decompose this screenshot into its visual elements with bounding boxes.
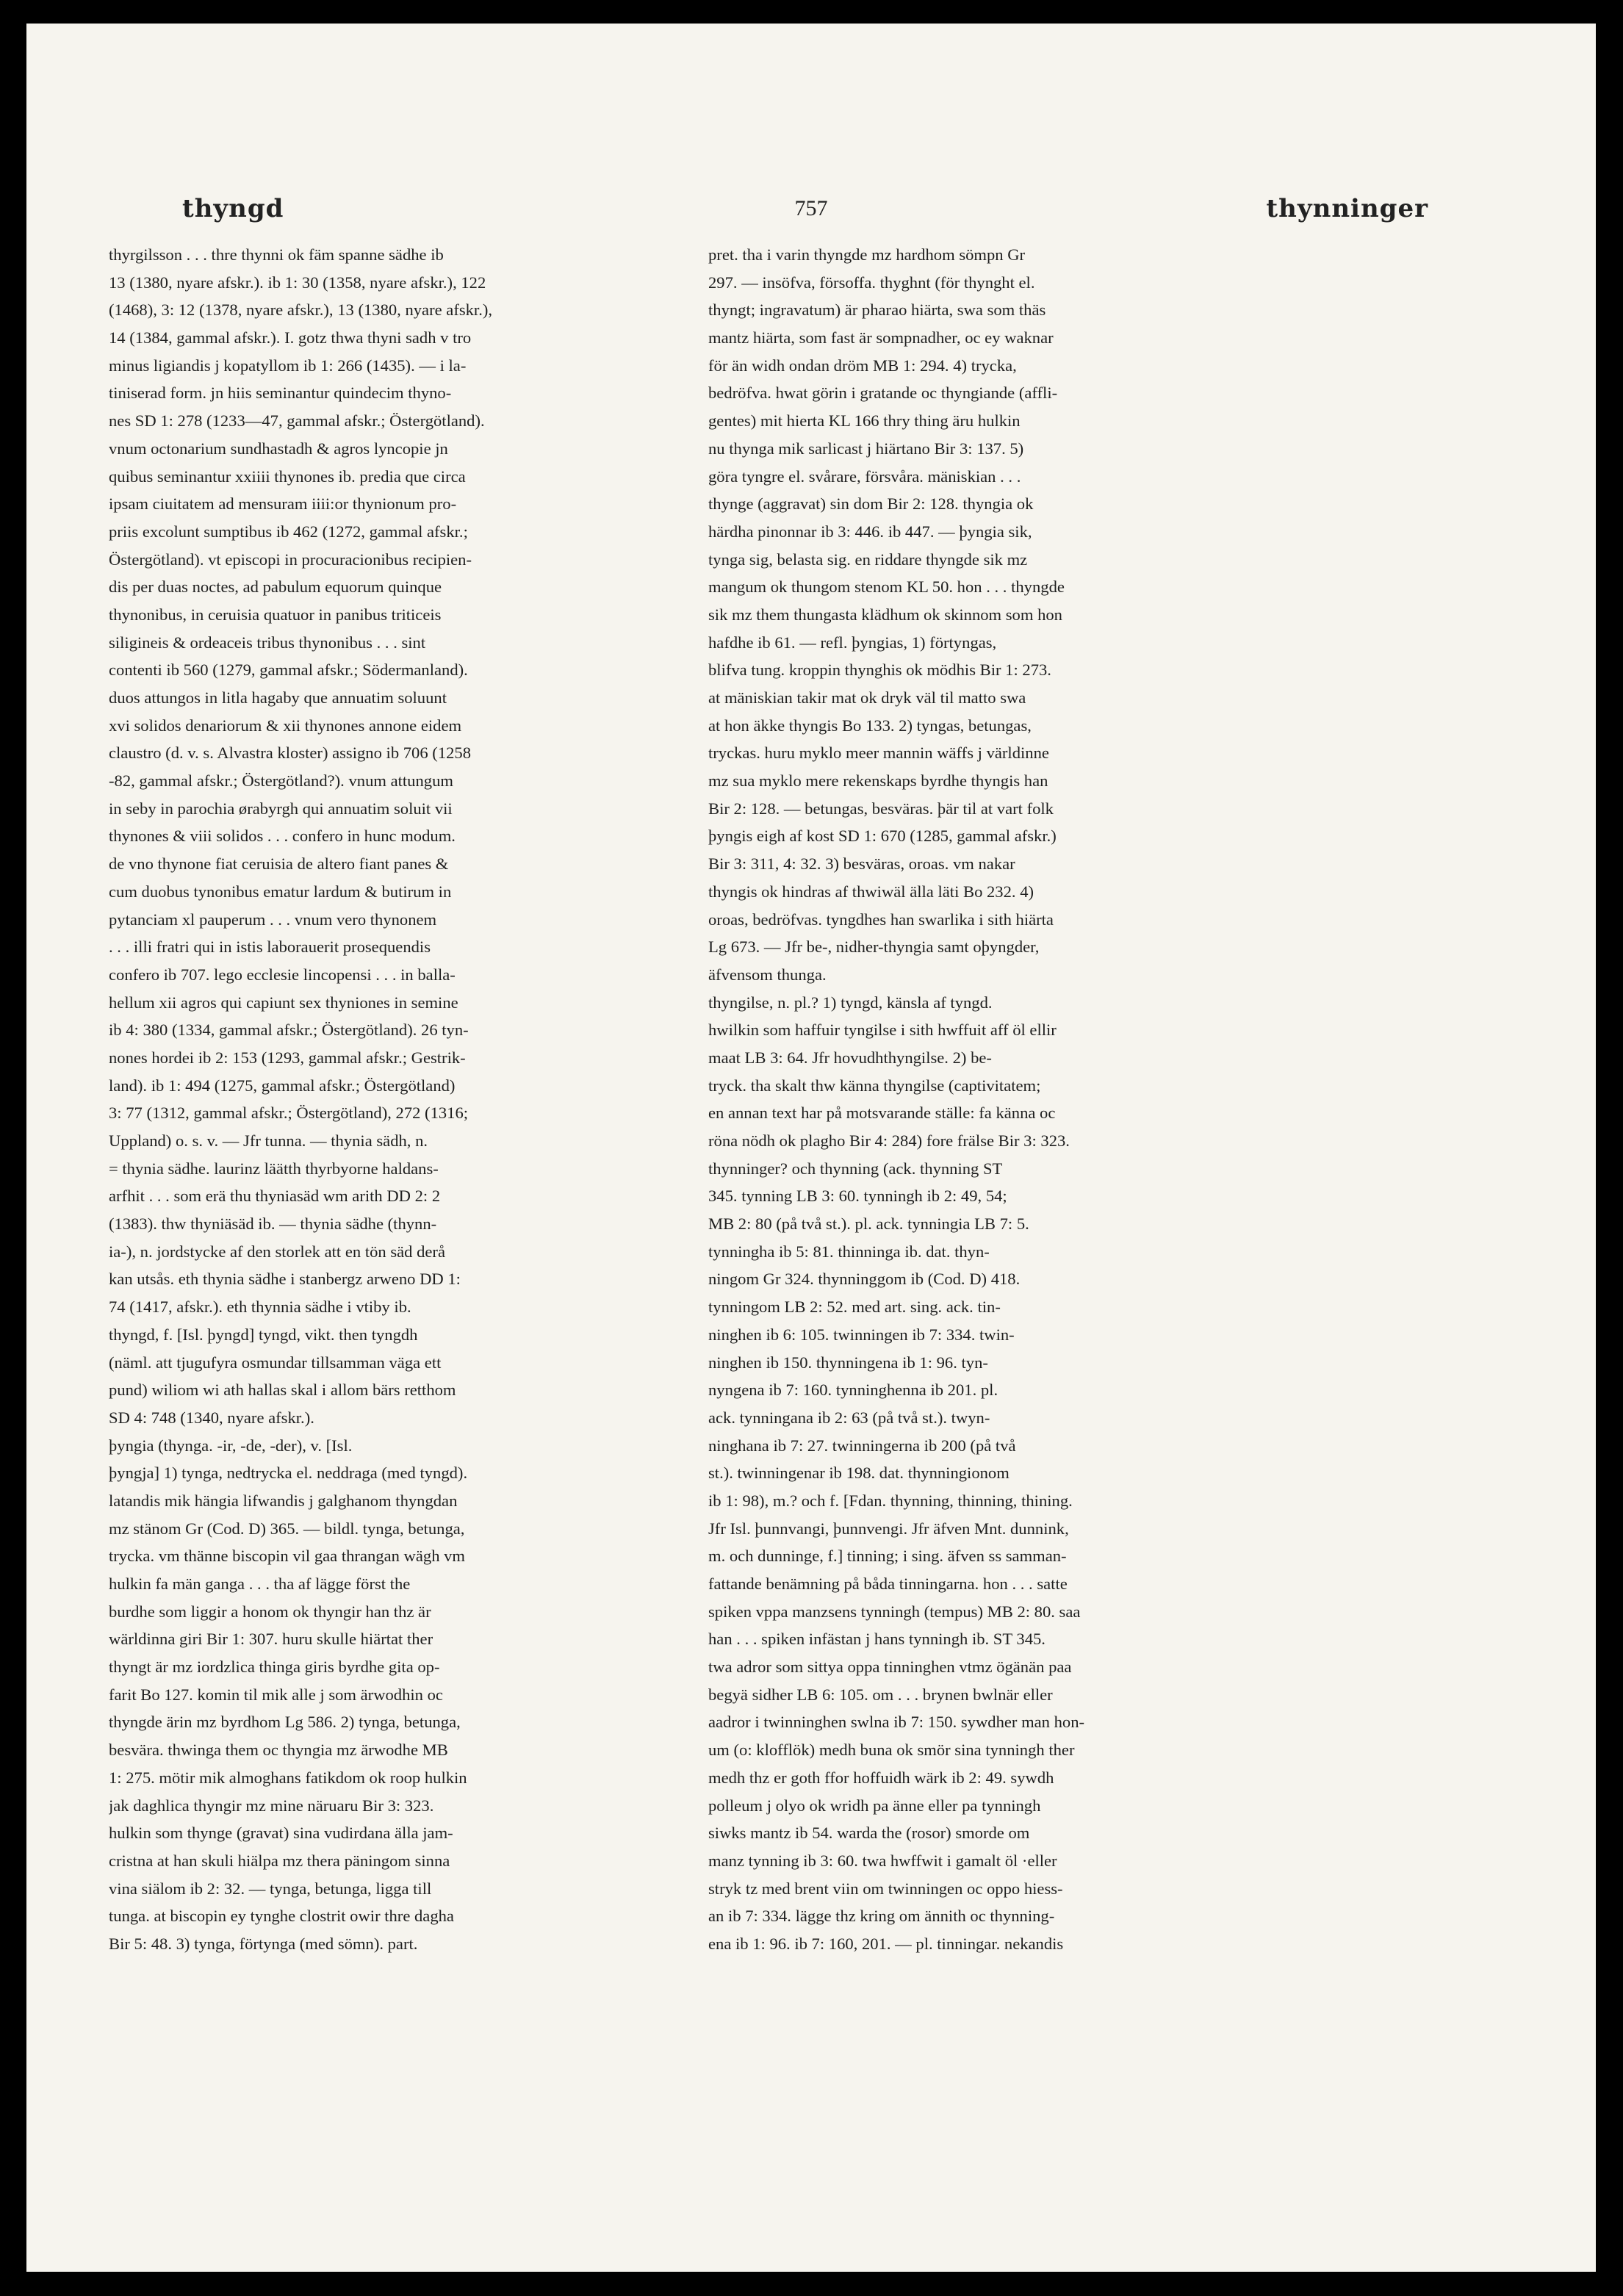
text-line: manz tynning ib 3: 60. twa hwffwit i gamalt öl ·eller	[708, 1851, 1057, 1870]
text-line: gentes) mit hierta KL 166 thry thing äru hulkin	[708, 411, 1021, 431]
text-line: þyngia (thynga. -ir, -de, -der), v. [Isl.	[109, 1436, 353, 1455]
text-line: m. och dunninge, f.] tinning; i sing. äfven ss samman-	[708, 1547, 1067, 1566]
text-line: st.). twinningenar ib 198. dat. thynningionom	[708, 1464, 1010, 1483]
text-line: land). ib 1: 494 (1275, gammal afskr.; Östergötland)	[109, 1076, 456, 1095]
text-line: han . . . spiken infästan j hans tynningh ib. ST 345.	[708, 1630, 1046, 1649]
text-line: tynga sig, belasta sig. en riddare thyngde sik mz	[708, 550, 1028, 569]
text-line: thyngd, f. [Isl. þyngd] tyngd, vikt. then tyngdh	[109, 1325, 418, 1344]
text-line: 297. — insöfva, försoffa. thyghnt (för thynght el.	[708, 273, 1035, 292]
text-line: fattande benämning på båda tinningarna. hon . . . satte	[708, 1575, 1068, 1593]
text-line: þyngja] 1) tynga, nedtrycka el. neddraga (med tyngd).	[109, 1464, 468, 1483]
text-line: thynonibus, in ceruisia quatuor in panibus triticeis	[109, 605, 442, 624]
text-line: polleum j olyo ok wridh pa änne eller pa tynningh	[708, 1796, 1041, 1815]
text-line: claustro (d. v. s. Alvastra kloster) assigno ib 706 (1258	[109, 744, 472, 763]
text-line: nyngena ib 7: 160. tynninghenna ib 201. pl.	[708, 1381, 998, 1400]
text-line: xvi solidos denariorum & xii thynones annone eidem	[109, 716, 462, 735]
text-line: vnum octonarium sundhastadh & agros lyncopie jn	[109, 439, 448, 458]
page-number: 757	[794, 196, 828, 220]
text-line: mangum ok thungom stenom KL 50. hon . . . thyngde	[708, 577, 1065, 597]
text-line: blifva tung. kroppin thynghis ok mödhis Bir 1: 273.	[708, 661, 1051, 680]
text-line: tiniserad form. jn hiis seminantur quindecim thyno-	[109, 384, 452, 403]
text-line: 345. tynning LB 3: 60. tynningh ib 2: 49, 54;	[708, 1187, 1007, 1206]
running-head-left: thyngd	[182, 194, 284, 223]
text-line: hellum xii agros qui capiunt sex thyniones in semine	[109, 993, 458, 1012]
text-line: ia-), n. jordstycke af den storlek att en tön säd derå	[109, 1242, 445, 1261]
text-line: SD 4: 748 (1340, nyare afskr.).	[109, 1408, 314, 1427]
text-line: ningom Gr 324. thynninggom ib (Cod. D) 418.	[708, 1270, 1021, 1289]
text-line: ib 4: 380 (1334, gammal afskr.; Östergötland). 26 tyn-	[109, 1021, 469, 1040]
text-line: thyngt är mz iordzlica thinga giris byrdhe gita op-	[109, 1658, 440, 1677]
text-line: latandis mik hängia lifwandis j galghanom thyngdan	[109, 1491, 458, 1510]
text-line: besvära. thwinga them oc thyngia mz ärwodhe MB	[109, 1741, 448, 1760]
text-line: begyä sidher LB 6: 105. om . . . brynen bwlnär eller	[708, 1685, 1053, 1704]
text-line: göra tyngre el. svårare, försvåra. mäniskian . . .	[708, 467, 1021, 486]
text-line: sik mz them thungasta klädhum ok skinnom som hon	[708, 605, 1062, 624]
text-line: Lg 673. — Jfr be-, nidher-thyngia samt oþyngder,	[708, 938, 1040, 957]
text-line: at mäniskian takir mat ok dryk väl til matto swa	[708, 688, 1026, 707]
text-line: 14 (1384, gammal afskr.). I. gotz thwa thyni sadh v tro	[109, 328, 472, 348]
text-line: 13 (1380, nyare afskr.). ib 1: 30 (1358, nyare afskr.), 122	[109, 273, 486, 292]
text-line: minus ligiandis j kopatyllom ib 1: 266 (1435). — i la-	[109, 356, 467, 375]
text-line: hulkin fa män ganga . . . tha af lägge först the	[109, 1575, 411, 1593]
text-line: vina siälom ib 2: 32. — tynga, betunga, ligga till	[109, 1879, 432, 1898]
text-line: för än widh ondan dröm MB 1: 294. 4) trycka,	[708, 356, 1017, 375]
text-line: medh thz er goth ffor hoffuidh wärk ib 2: 49. sywdh	[708, 1768, 1054, 1787]
text-line: nones hordei ib 2: 153 (1293, gammal afskr.; Gestrik-	[109, 1048, 466, 1067]
dictionary-page	[26, 24, 1596, 2272]
text-line: -82, gammal afskr.; Östergötland?). vnum attungum	[109, 771, 453, 791]
text-line: tynningom LB 2: 52. med art. sing. ack. tin-	[708, 1298, 1001, 1317]
text-line: um (o: klofflök) medh buna ok smör sina tynningh ther	[708, 1741, 1075, 1760]
text-line: Uppland) o. s. v. — Jfr tunna. — thynia sädh, n.	[109, 1131, 428, 1150]
text-line: thyngde ärin mz byrdhom Lg 586. 2) tynga, betunga,	[109, 1713, 461, 1732]
text-line: ib 1: 98), m.? och f. [Fdan. thynning, thinning, thining.	[708, 1491, 1073, 1510]
text-line: härdha pinonnar ib 3: 446. ib 447. — þyngia sik,	[708, 522, 1032, 541]
text-line: ninghen ib 150. thynningena ib 1: 96. tyn-	[708, 1353, 988, 1372]
text-line: 74 (1417, afskr.). eth thynnia sädhe i vtiby ib.	[109, 1298, 411, 1317]
text-line: ipsam ciuitatem ad mensuram iiii:or thynionum pro-	[109, 494, 457, 514]
left-column	[109, 241, 689, 1958]
text-line: farit Bo 127. komin til mik alle j som ärwodhin oc	[109, 1685, 443, 1704]
text-line: mantz hiärta, som fast är sompnadher, oc ey waknar	[708, 328, 1054, 348]
text-line: trycka. vm thänne biscopin vil gaa thrangan wägh vm	[109, 1547, 466, 1566]
text-line: en annan text har på motsvarande ställe: fa känna oc	[708, 1104, 1056, 1123]
text-line: mz stänom Gr (Cod. D) 365. — bildl. tynga, betunga,	[109, 1519, 465, 1538]
text-line: dis per duas noctes, ad pabulum equorum quinque	[109, 577, 442, 597]
text-line: stryk tz med brent viin om twinningen oc oppo hiess-	[708, 1879, 1063, 1898]
text-line: an ib 7: 334. lägge thz kring om ännith oc thynning-	[708, 1907, 1055, 1926]
text-line: thynones & viii solidos . . . confero in hunc modum.	[109, 827, 456, 846]
running-head-right: thynninger	[1266, 194, 1428, 223]
text-line: 3: 77 (1312, gammal afskr.; Östergötland), 272 (1316;	[109, 1104, 469, 1123]
text-line: cum duobus tynonibus ematur lardum & butirum in	[109, 882, 452, 901]
text-line: quibus seminantur xxiiii thynones ib. predia que circa	[109, 467, 466, 486]
text-line: oroas, bedröfvas. tyngdhes han swarlika i sith hiärta	[708, 910, 1054, 929]
text-line: äfvensom thunga.	[708, 965, 827, 984]
text-line: = thynia sädhe. laurinz läätth thyrbyorne haldans-	[109, 1159, 439, 1178]
text-line: thynge (aggravat) sin dom Bir 2: 128. thyngia ok	[708, 494, 1034, 514]
text-line: hafdhe ib 61. — refl. þyngias, 1) förtyngas,	[708, 633, 997, 652]
text-line: thynninger? och thynning (ack. thynning ST	[708, 1159, 1003, 1178]
text-line: nu thynga mik sarlicast j hiärtano Bir 3: 137. 5)	[708, 439, 1024, 458]
text-line: thyngilse, n. pl.? 1) tyngd, känsla af tyngd.	[708, 993, 993, 1012]
text-line: aadror i twinninghen swlna ib 7: 150. sywdher man hon-	[708, 1713, 1085, 1732]
text-line: thyngt; ingravatum) är pharao hiärta, swa som thäs	[708, 301, 1046, 320]
text-line: . . . illi fratri qui in istis laborauerit prosequendis	[109, 938, 431, 957]
text-line: 1: 275. mötir mik almoghans fatikdom ok roop hulkin	[109, 1768, 467, 1787]
text-line: (näml. att tjugufyra osmundar tillsamman väga ett	[109, 1353, 442, 1372]
text-line: ninghen ib 6: 105. twinningen ib 7: 334. twin-	[708, 1325, 1015, 1344]
text-line: pret. tha i varin thyngde mz hardhom sömpn Gr	[708, 245, 1026, 264]
text-line: Bir 2: 128. — betungas, besväras. þär til at vart folk	[708, 799, 1054, 818]
right-column	[708, 241, 1289, 1958]
text-line: thyngis ok hindras af thwiwäl älla läti Bo 232. 4)	[708, 882, 1034, 901]
text-line: confero ib 707. lego ecclesie lincopensi . . . in balla-	[109, 965, 456, 984]
text-line: (1383). thw thyniäsäd ib. — thynia sädhe (thynn-	[109, 1214, 437, 1234]
text-line: tunga. at biscopin ey tynghe clostrit owir thre dagha	[109, 1907, 454, 1926]
text-line: bedröfva. hwat görin i gratande oc thyngiande (affli-	[708, 384, 1058, 403]
text-line: pytanciam xl pauperum . . . vnum vero thynonem	[109, 910, 437, 929]
text-line: thyrgilsson . . . thre thynni ok fäm spanne sädhe ib	[109, 245, 444, 264]
text-line: spiken vppa manzsens tynningh (tempus) MB 2: 80. saa	[708, 1602, 1081, 1621]
text-line: siwks mantz ib 54. warda the (rosor) smorde om	[708, 1824, 1030, 1843]
text-line: maat LB 3: 64. Jfr hovudhthyngilse. 2) be-	[708, 1048, 992, 1067]
text-line: cristna at han skuli hiälpa mz thera päningom sinna	[109, 1851, 450, 1870]
text-line: Jfr Isl. þunnvangi, þunnvengi. Jfr äfven Mnt. dunnink,	[708, 1519, 1069, 1538]
text-line: pund) wiliom wi ath hallas skal i allom bärs retthom	[109, 1381, 456, 1400]
text-line: (1468), 3: 12 (1378, nyare afskr.), 13 (1380, nyare afskr.),	[109, 301, 493, 320]
text-line: burdhe som liggir a honom ok thyngir han thz är	[109, 1602, 431, 1621]
text-line: in seby in parochia ørabyrgh qui annuatim soluit vii	[109, 799, 453, 818]
text-line: MB 2: 80 (på två st.). pl. ack. tynningia LB 7: 5.	[708, 1214, 1029, 1234]
text-line: duos attungos in litla hagaby que annuatim soluunt	[109, 688, 447, 707]
text-line: at hon äkke thyngis Bo 133. 2) tyngas, betungas,	[708, 716, 1032, 735]
text-line: tryckas. huru myklo meer mannin wäffs j världinne	[708, 744, 1049, 763]
text-line: nes SD 1: 278 (1233—47, gammal afskr.; Östergötland).	[109, 411, 485, 431]
text-line: Bir 3: 311, 4: 32. 3) besväras, oroas. vm nakar	[708, 854, 1015, 874]
text-line: hulkin som thynge (gravat) sina vudirdana älla jam-	[109, 1824, 453, 1843]
text-line: ena ib 1: 96. ib 7: 160, 201. — pl. tinningar. nekandis	[708, 1934, 1064, 1953]
text-line: Östergötland). vt episcopi in procuracionibus recipien-	[109, 550, 472, 569]
text-line: siligineis & ordeaceis tribus thynonibus . . . sint	[109, 633, 426, 652]
text-line: kan utsås. eth thynia sädhe i stanbergz arweno DD 1:	[109, 1270, 461, 1289]
text-line: tryck. tha skalt thw känna thyngilse (captivitatem;	[708, 1076, 1041, 1095]
text-line: hwilkin som haffuir tyngilse i sith hwffuit aff öl ellir	[708, 1021, 1057, 1040]
text-line: tynningha ib 5: 81. thinninga ib. dat. thyn-	[708, 1242, 990, 1261]
text-line: wärldinna giri Bir 1: 307. huru skulle hiärtat ther	[109, 1630, 433, 1649]
text-line: de vno thynone fiat ceruisia de altero fiant panes &	[109, 854, 449, 874]
text-line: twa adror som sittya oppa tinninghen vtmz ögänän paa	[708, 1658, 1072, 1677]
text-line: Bir 5: 48. 3) tynga, förtynga (med sömn). part.	[109, 1934, 418, 1953]
text-line: röna nödh ok plagho Bir 4: 284) fore frälse Bir 3: 323.	[708, 1131, 1070, 1150]
text-line: contenti ib 560 (1279, gammal afskr.; Södermanland).	[109, 661, 468, 680]
text-line: priis excolunt sumptibus ib 462 (1272, gammal afskr.;	[109, 522, 468, 541]
text-line: jak daghlica thyngir mz mine näruaru Bir 3: 323.	[109, 1796, 434, 1815]
text-line: ninghana ib 7: 27. twinningerna ib 200 (på två	[708, 1436, 1016, 1455]
text-line: þyngis eigh af kost SD 1: 670 (1285, gammal afskr.)	[708, 827, 1057, 846]
text-line: ack. tynningana ib 2: 63 (på två st.). twyn-	[708, 1408, 990, 1427]
text-line: arfhit . . . som erä thu thyniasäd wm arith DD 2: 2	[109, 1187, 441, 1206]
text-line: mz sua myklo mere rekenskaps byrdhe thyngis han	[708, 771, 1048, 791]
